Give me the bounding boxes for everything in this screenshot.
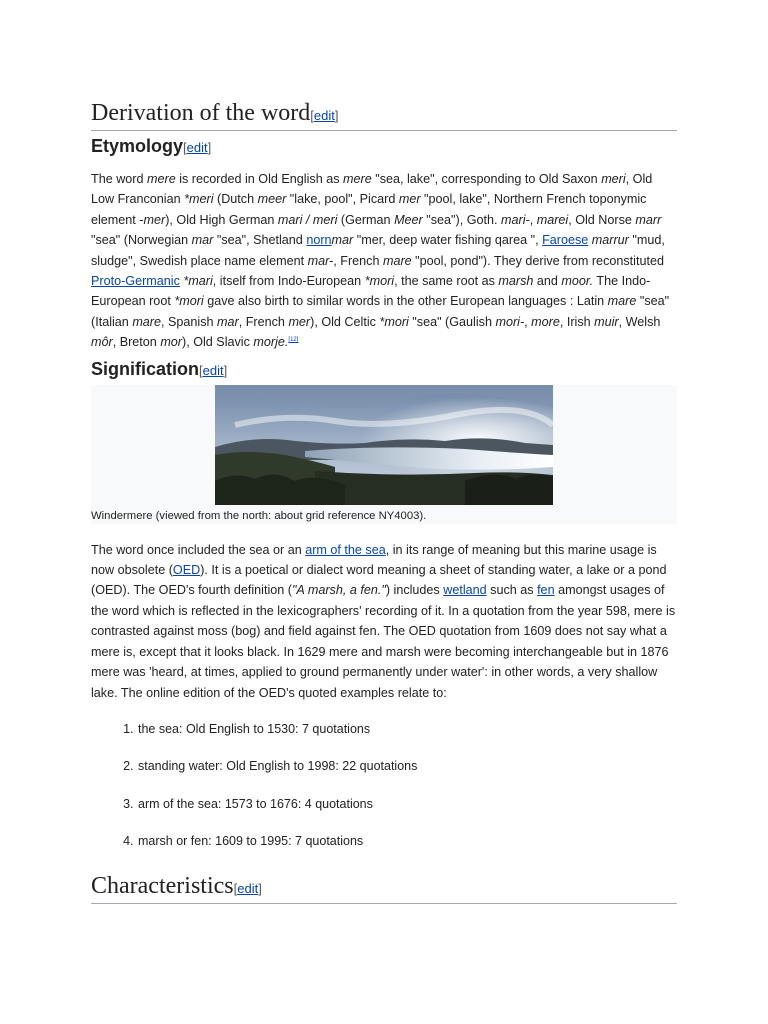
reference-link[interactable]: [12] <box>288 337 299 344</box>
list-item: 1. the sea: Old English to 1530: 7 quotations <box>137 720 677 757</box>
edit-bracket: [edit] <box>233 881 262 897</box>
derivation-title: Derivation of the word <box>91 100 311 126</box>
link-arm-of-the-sea[interactable]: arm of the sea <box>305 542 386 557</box>
link-oed[interactable]: OED <box>172 563 201 578</box>
derivation-heading <box>91 100 677 131</box>
etymology-edit-link[interactable]: edit <box>186 140 208 155</box>
link-proto-germanic[interactable]: Proto-Germanic <box>91 274 180 289</box>
characteristics-heading <box>91 873 677 904</box>
link-faroese[interactable]: Faroese <box>542 233 589 248</box>
edit-bracket: [edit] <box>199 362 228 378</box>
list-item: 2. standing water: Old English to 1998: 22 quotations <box>137 757 677 794</box>
etymology-title: Etymology <box>91 136 184 156</box>
article-content <box>91 100 677 904</box>
etymology-heading <box>91 134 677 160</box>
edit-bracket: [edit] <box>183 140 212 155</box>
characteristics-edit-link[interactable]: edit <box>237 881 259 897</box>
edit-bracket: [edit] <box>310 108 339 123</box>
link-fen[interactable]: fen <box>537 583 555 598</box>
image-figure <box>91 385 677 524</box>
image-caption: Windermere (viewed from the north: about grid reference NY4003). <box>91 509 427 522</box>
signification-title: Signification <box>91 358 199 379</box>
link-norn[interactable]: norn <box>306 233 332 248</box>
signification-heading <box>91 357 677 383</box>
windermere-photo[interactable] <box>215 385 553 505</box>
quotation-list <box>91 720 677 869</box>
link-wetland[interactable]: wetland <box>443 583 487 598</box>
derivation-edit-link[interactable]: edit <box>313 108 335 123</box>
list-item: 3. arm of the sea: 1573 to 1676: 4 quotations <box>137 795 677 832</box>
signification-paragraph: The word once included the sea or an arm of the sea, in its range of meaning but this marine usage is now obsolete (OED). It is a poetical or dialect word meaning a sheet of standing water, a lake or a pond (OED). The OED's fourth definition ("A marsh, a fen.") includes wetland such as fen amongst usages of the word which is reflected in the lexicographers' recording of it. In a quotation from the year 598, mere is contrasted against moss (bog) and field against fen. The OED quotation from 1609 does not say what a mere is, except that it looks black. In 1629 mere and marsh were becoming interchangeable but in 1876 mere was 'heard, at times, applied to ground permanently under water': in other words, a very shallow lake. The online edition of the OED's quoted examples relate to: <box>91 542 676 700</box>
signification-edit-link[interactable]: edit <box>202 362 224 378</box>
characteristics-title: Characteristics <box>91 873 234 900</box>
etymology-paragraph: The word mere is recorded in Old English as mere "sea, lake", corresponding to Old Saxon meri, Old Low Franconian *meri (Dutch meer "lake, pool", Picard mer "pool, lake", Northern French toponymic element -mer), Old High German mari / meri (German Meer "sea"), Goth. mari-, marei, Old Norse marr "sea" (Norwegian mar "sea", Shetland nornmar "mer, deep water fishing qarea ", Faroese marrur "mud, sludge", Swedish place name element mar-, French mare "pool, pond"). They derive from reconstituted Proto-Germanic *mari, itself from Indo-European *mori, the same root as marsh and moor. The Indo-European root *mori gave also birth to similar words in the other European languages : Latin mare "sea" (Italian mare, Spanish mar, French mer), Old Celtic *mori "sea" (Gaulish mori-, more, Irish muir, Welsh môr, Breton mor), Old Slavic morje.[12] <box>91 172 670 350</box>
list-item: 4. marsh or fen: 1609 to 1995: 7 quotations <box>137 832 677 869</box>
